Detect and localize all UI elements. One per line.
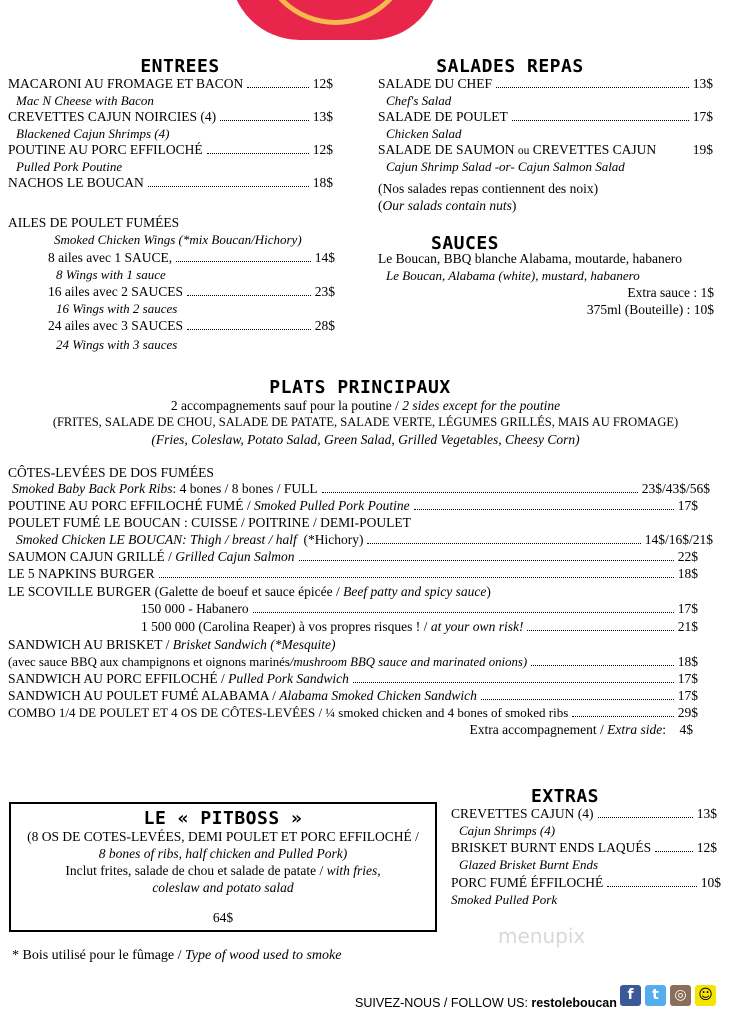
menu-item: COMBO 1/4 DE POULET ET 4 OS DE CÔTES-LEVÉES / ¼ smoked chicken and 4 bones of smoked ribs 29$ xyxy=(8,705,698,720)
wings-sub: Smoked Chicken Wings (*mix Boucan/Hichory) xyxy=(54,232,302,247)
menu-item: MACARONI AU FROMAGE ET BACON 12$ xyxy=(8,76,333,91)
pitboss-box xyxy=(9,802,437,932)
pitboss-title: LE « PITBOSS » xyxy=(143,808,303,829)
menu-item: CREVETTES CAJUN (4) 13$ xyxy=(451,806,717,821)
plats-sides-en: (Fries, Coleslaw, Potato Salad, Green Salad, Grilled Vegetables, Cheesy Corn) xyxy=(151,432,580,447)
pitboss-price: 64$ xyxy=(212,910,234,925)
facebook-icon[interactable]: f xyxy=(620,985,641,1006)
menu-item: BRISKET BURNT ENDS LAQUÉS 12$ xyxy=(451,840,717,855)
menu-item: SALADE DU CHEF 13$ xyxy=(378,76,713,91)
menu-item-sub: Blackened Cajun Shrimps (4) xyxy=(16,126,170,141)
poulet-title: POULET FUMÉ LE BOUCAN : CUISSE / POITRINE / DEMI-POULET xyxy=(8,515,411,530)
plats-intro: 2 accompagnements sauf pour la poutine / 2 sides except for the poutine xyxy=(170,398,561,413)
neon-sign-logo xyxy=(230,0,440,40)
menu-item: SANDWICH AU POULET FUMÉ ALABAMA / Alabama Smoked Chicken Sandwich 17$ xyxy=(8,688,698,703)
menu-item: LE 5 NAPKINS BURGER 18$ xyxy=(8,566,698,581)
snapchat-icon[interactable]: ☺ xyxy=(695,985,716,1006)
menu-item-sub: Cajun Shrimp Salad -or- Cajun Salmon Salad xyxy=(386,159,625,174)
menu-item-sub: Smoked Pulled Pork xyxy=(451,892,558,907)
pitboss-line1: (8 OS DE COTES-LEVÉES, DEMI POULET ET PORC EFFILOCHÉ / xyxy=(27,829,419,844)
menu-item-sub: 16 Wings with 2 sauces xyxy=(56,301,178,316)
salades-title: SALADES REPAS xyxy=(436,56,584,77)
menu-item: PORC FUMÉ ÉFFILOCHÉ 10$ xyxy=(451,875,721,890)
brisket-title: SANDWICH AU BRISKET / Brisket Sandwich (*Mesquite) xyxy=(8,637,336,652)
follow-us: SUIVEZ-NOUS / FOLLOW US: restoleboucan xyxy=(355,996,617,1010)
sauces-list-en: Le Boucan, Alabama (white), mustard, habanero xyxy=(386,268,640,283)
watermark: menupix xyxy=(498,924,586,948)
extra-sauce: Extra sauce : 1$ xyxy=(627,285,714,300)
twitter-icon[interactable]: t xyxy=(645,985,666,1006)
ribs-title: CÔTES-LEVÉES DE DOS FUMÉES xyxy=(8,465,214,480)
menu-item: 1 500 000 (Carolina Reaper) à vos propres risques ! / at your own risk! 21$ xyxy=(141,619,698,634)
menu-item: Smoked Chicken LE BOUCAN: Thigh / breast / half (*Hichory) 14$/16$/21$ xyxy=(16,532,713,547)
menu-item-sub: Chef's Salad xyxy=(386,93,452,108)
menu-item-sub: Cajun Shrimps (4) xyxy=(459,823,556,838)
menu-item: NACHOS LE BOUCAN 18$ xyxy=(8,175,333,190)
plats-title: PLATS PRINCIPAUX xyxy=(269,377,451,398)
menu-item: SALADE DE SAUMON ou CREVETTES CAJUN 19$ xyxy=(378,142,713,157)
social-handle[interactable]: restoleboucan xyxy=(531,996,617,1010)
menu-item-sub: 8 Wings with 1 sauce xyxy=(56,267,166,282)
salades-note-en: (Our salads contain nuts) xyxy=(378,198,517,213)
footnote: * Bois utilisé pour le fûmage / Type of wood used to smoke xyxy=(12,948,342,963)
sauces-list-fr: Le Boucan, BBQ blanche Alabama, moutarde, habanero xyxy=(378,251,683,266)
menu-item: POUTINE AU PORC EFFILOCHÉ FUMÉ / Smoked Pulled Pork Poutine 17$ xyxy=(8,498,698,513)
pitboss-line3: Inclut frites, salade de chou et salade de patate / with fries, xyxy=(65,863,381,878)
extras-title: EXTRAS xyxy=(530,786,600,807)
salades-note-fr: (Nos salades repas contiennent des noix) xyxy=(378,181,599,196)
menu-item: (avec sauce BBQ aux champignons et oignons marinés/mushroom BBQ sauce and marinated onions) 18$ xyxy=(8,654,698,669)
menu-item: 16 ailes avec 2 SAUCES 23$ xyxy=(48,284,335,299)
menu-item: SALADE DE POULET 17$ xyxy=(378,109,713,124)
instagram-icon[interactable]: ◎ xyxy=(670,985,691,1006)
menu-item: POUTINE AU PORC EFFILOCHÉ 12$ xyxy=(8,142,333,157)
sauce-bottle: 375ml (Bouteille) : 10$ xyxy=(586,302,714,317)
pitboss-line2: 8 bones of ribs, half chicken and Pulled Pork) xyxy=(98,846,348,861)
menu-item: SAUMON CAJUN GRILLÉ / Grilled Cajun Salmon 22$ xyxy=(8,549,698,564)
menu-item: SANDWICH AU PORC EFFILOCHÉ / Pulled Pork Sandwich 17$ xyxy=(8,671,698,686)
scoville-title: LE SCOVILLE BURGER (Galette de boeuf et sauce épicée / Beef patty and spicy sauce) xyxy=(8,584,491,599)
sauces-title: SAUCES xyxy=(430,233,500,254)
menu-item: 8 ailes avec 1 SAUCE, 14$ xyxy=(48,250,335,265)
menu-item-sub: Glazed Brisket Burnt Ends xyxy=(459,857,599,872)
menu-item-sub: 24 Wings with 3 sauces xyxy=(56,337,178,352)
entrees-title: ENTREES xyxy=(140,56,220,77)
menu-item: CREVETTES CAJUN NOIRCIES (4) 13$ xyxy=(8,109,333,124)
menu-item: 150 000 - Habanero 17$ xyxy=(141,601,698,616)
menu-item: 24 ailes avec 3 SAUCES 28$ xyxy=(48,318,335,333)
plats-sides-fr: (FRITES, SALADE DE CHOU, SALADE DE PATATE, SALADE VERTE, LÉGUMES GRILLÉS, MAIS AU FROMAGE) xyxy=(52,415,679,429)
menu-item-sub: Chicken Salad xyxy=(386,126,462,141)
menu-item-sub: Mac N Cheese with Bacon xyxy=(16,93,154,108)
pitboss-line4: coleslaw and potato salad xyxy=(152,880,294,895)
menu-item-sub: Pulled Pork Poutine xyxy=(16,159,123,174)
menu-item: Smoked Baby Back Pork Ribs: 4 bones / 8 bones / FULL 23$/43$/56$ xyxy=(12,481,710,496)
extra-side: Extra accompagnement / Extra side: 4$ xyxy=(469,722,693,737)
wings-title: AILES DE POULET FUMÉES xyxy=(8,215,180,230)
